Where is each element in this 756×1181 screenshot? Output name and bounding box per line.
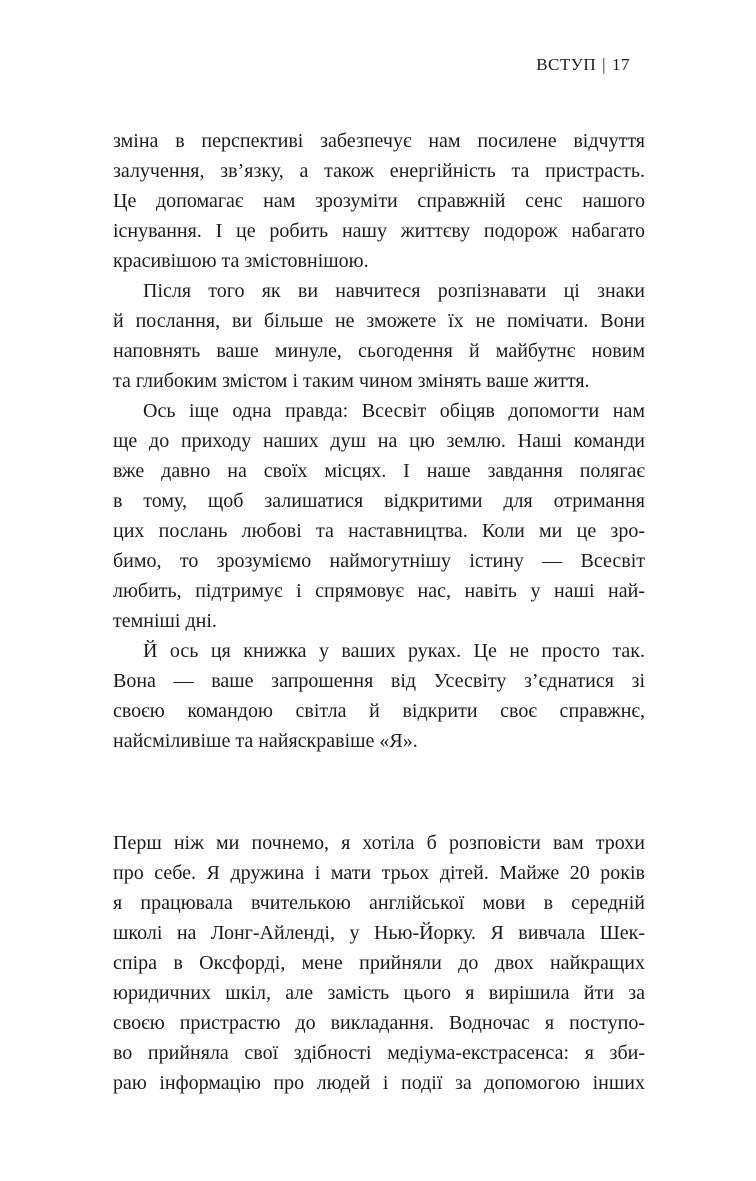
text-line: вже давно на своїх місцях. І наше завдання полягає xyxy=(113,460,645,482)
text-line: любить, підтримує і спрямовує нас, навіть у наші най- xyxy=(113,580,645,602)
text-line: зміна в перспективі забезпечує нам посилене відчуття xyxy=(113,130,645,152)
text-line: я працювала вчителькою англійської мови в середній xyxy=(113,892,645,914)
text-line: й послання, ви більше не зможете їх не помічати. Вони xyxy=(113,310,645,332)
text-line: Й ось ця книжка у ваших руках. Це не просто так. xyxy=(143,640,645,662)
page-number: 17 xyxy=(612,55,630,74)
text-line: Вона — ваше запрошення від Усесвіту з’єднатися зі xyxy=(113,670,645,692)
text-line: во прийняла свої здібності медіума-екстрасенса: я зби- xyxy=(113,1042,645,1064)
paragraph xyxy=(113,126,645,276)
text-line: в тому, щоб залишатися відкритими для отримання xyxy=(113,490,645,512)
paragraph xyxy=(113,276,645,396)
paragraph xyxy=(113,396,645,636)
text-line: Це допомагає нам зрозуміти справжній сенс нашого xyxy=(113,190,645,212)
text-line: Перш ніж ми почнемо, я хотіла б розповісти вам трохи xyxy=(113,832,645,854)
text-line: про себе. Я дружина і мати трьох дітей. Майже 20 років xyxy=(113,862,645,884)
text-line: існування. І це робить нашу життєву подорож набагато xyxy=(113,220,645,242)
page-header xyxy=(113,54,645,76)
body-text xyxy=(113,126,645,1098)
text-line: найсміливіше та найяскравіше «Я». xyxy=(113,730,418,752)
text-line: своєю командою світла й відкрити своє справжнє, xyxy=(113,700,645,722)
text-line: своєю пристрастю до викладання. Водночас я поступо- xyxy=(113,1012,645,1034)
text-line: красивішою та змістовнішою. xyxy=(113,250,369,272)
paragraph xyxy=(113,828,645,1098)
section xyxy=(113,828,645,1098)
text-line: цих послань любові та наставництва. Коли ми це зро- xyxy=(113,520,645,542)
text-line: та глибоким змістом і таким чином змінять ваше життя. xyxy=(113,370,590,392)
section xyxy=(113,126,645,756)
paragraph xyxy=(113,636,645,756)
text-line: темніші дні. xyxy=(113,610,217,632)
chapter-title: ВСТУП xyxy=(536,55,597,74)
text-line: Ось іще одна правда: Всесвіт обіцяв допомогти нам xyxy=(143,400,645,422)
text-line: наповнять ваше минуле, сьогодення й майбутнє новим xyxy=(113,340,645,362)
text-line: ще до приходу наших душ на цю землю. Наші команди xyxy=(113,430,645,452)
text-line: школі на Лонг-Айленді, у Нью-Йорку. Я вивчала Шек- xyxy=(113,922,645,944)
text-line: залучення, зв’язку, а також енергійність та пристрасть. xyxy=(113,160,645,182)
header-separator: | xyxy=(602,55,606,74)
text-line: Після того як ви навчитеся розпізнавати ці знаки xyxy=(143,280,645,302)
text-line: спіра в Оксфорді, мене прийняли до двох найкращих xyxy=(113,952,645,974)
text-line: раю інформацію про людей і події за допомогою інших xyxy=(113,1072,645,1094)
text-line: бимо, то зрозуміємо наймогутнішу істину — Всесвіт xyxy=(113,550,645,572)
text-line: юридичних шкіл, але замість цього я вирішила йти за xyxy=(113,982,645,1004)
